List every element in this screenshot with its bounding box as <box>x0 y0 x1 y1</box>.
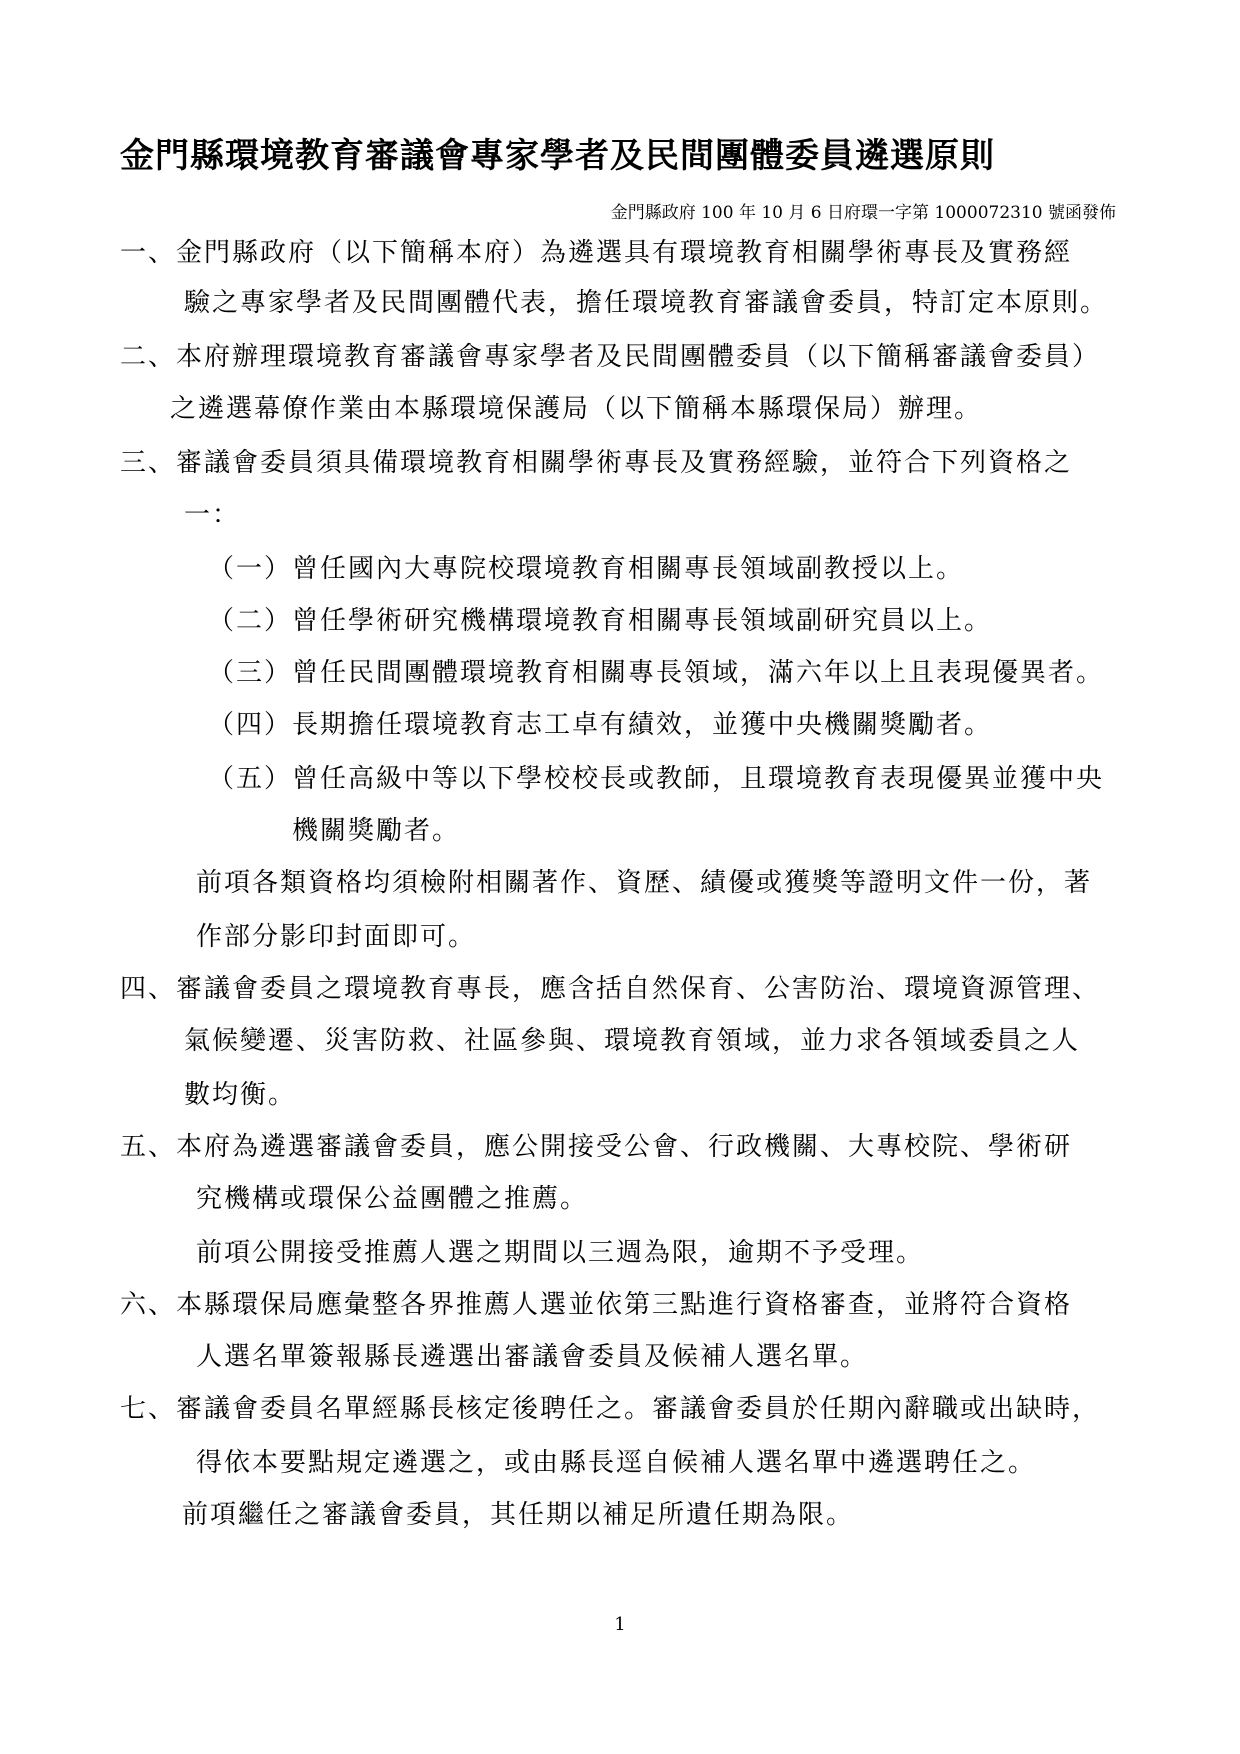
text-line: 四、審議會委員之環境教育專長，應含括自然保育、公害防治、環境資源管理、 <box>120 974 1101 1004</box>
issuance-note: 金門縣政府 100 年 10 月 6 日府環一字第 1000072310 號函發佈 <box>610 203 1116 223</box>
document-title: 金門縣環境教育審議會專家學者及民間團體委員遴選原則 <box>120 136 995 176</box>
text-line: 數均衡。 <box>184 1080 297 1110</box>
text-line: 前項各類資格均須檢附相關著作、資歷、績優或獲獎等證明文件一份，著 <box>196 868 1093 898</box>
text-line: 機關獎勵者。 <box>292 816 461 846</box>
text-line: 人選名單簽報縣長遴選出審議會委員及候補人選名單。 <box>196 1342 869 1372</box>
text-line: 前項公開接受推薦人選之期間以三週為限，逾期不予受理。 <box>196 1238 925 1268</box>
text-line: 得依本要點規定遴選之，或由縣長逕自候補人選名單中遴選聘任之。 <box>196 1448 1037 1478</box>
text-line: 五、本府為遴選審議會委員，應公開接受公會、行政機關、大專校院、學術研 <box>120 1132 1073 1162</box>
text-line: （四）長期擔任環境教育志工卓有績效，並獲中央機關獎勵者。 <box>208 710 993 740</box>
text-line: 二、本府辦理環境教育審議會專家學者及民間團體委員（以下簡稱審議會委員） <box>120 342 1101 372</box>
text-line: 氣候變遷、災害防救、社區參與、環境教育領域，並力求各領域委員之人 <box>184 1026 1081 1056</box>
text-line: 之遴選幕僚作業由本縣環境保護局（以下簡稱本縣環保局）辦理。 <box>170 394 983 424</box>
text-line: 三、審議會委員須具備環境教育相關學術專長及實務經驗，並符合下列資格之 <box>120 448 1073 478</box>
page-number: 1 <box>614 1614 626 1635</box>
text-line: （二）曾任學術研究機構環境教育相關專長領域副研究員以上。 <box>208 606 993 636</box>
text-line: （一）曾任國內大專院校環境教育相關專長領域副教授以上。 <box>208 554 965 584</box>
text-line: （五）曾任高級中等以下學校校長或教師，且環境教育表現優異並獲中央 <box>208 764 1105 794</box>
text-line: 一： <box>184 500 241 530</box>
text-line: 驗之專家學者及民間團體代表，擔任環境教育審議會委員，特訂定本原則。 <box>184 288 1109 318</box>
text-line: （三）曾任民間團體環境教育相關專長領域，滿六年以上且表現優異者。 <box>208 658 1105 688</box>
text-line: 七、審議會委員名單經縣長核定後聘任之。審議會委員於任期內辭職或出缺時， <box>120 1394 1101 1424</box>
text-line: 前項繼任之審議會委員，其任期以補足所遺任期為限。 <box>182 1500 855 1530</box>
text-line: 究機構或環保公益團體之推薦。 <box>196 1184 589 1214</box>
text-line: 作部分影印封面即可。 <box>196 922 477 952</box>
text-line: 一、金門縣政府（以下簡稱本府）為遴選具有環境教育相關學術專長及實務經 <box>120 238 1073 268</box>
text-line: 六、本縣環保局應彙整各界推薦人選並依第三點進行資格審查，並將符合資格 <box>120 1290 1073 1320</box>
